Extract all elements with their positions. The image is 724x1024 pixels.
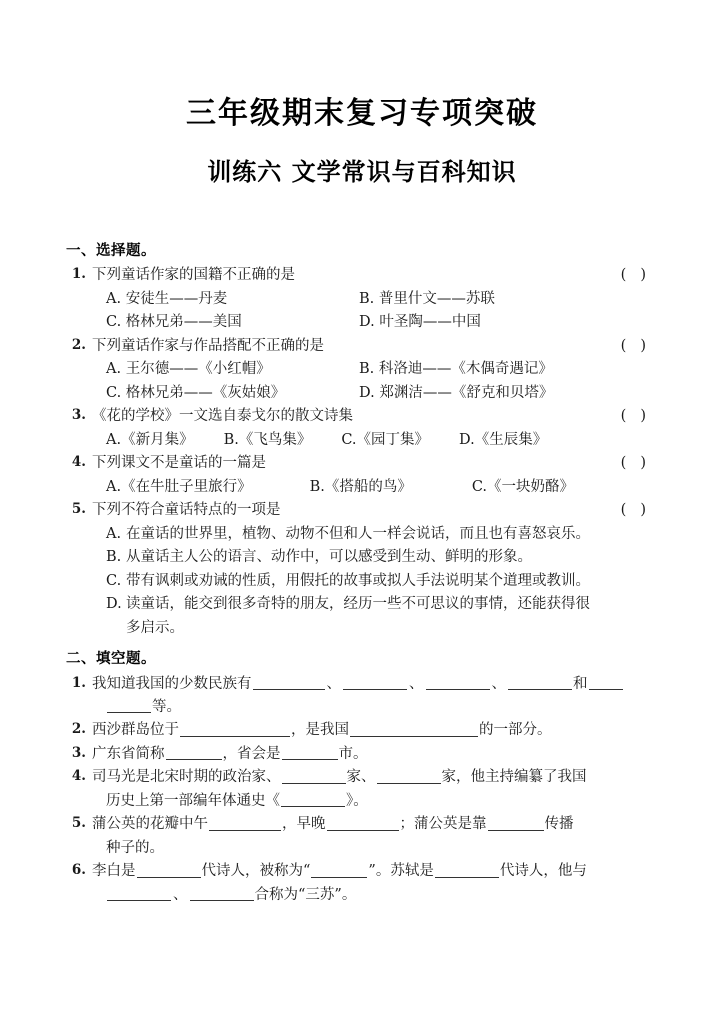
option-a[interactable]: A.《新月集》 [106, 431, 194, 448]
fill-question-6 [66, 860, 660, 907]
fill-line: 历史上第一部编年体通史《 》。 [106, 792, 368, 809]
fill-question-2 [66, 719, 660, 742]
section-heading-fill: 二、填空题。 [66, 650, 156, 668]
fill-line: 等。 [92, 696, 660, 719]
worksheet-content [0, 239, 724, 908]
question-number: 1. [71, 266, 86, 283]
answer-blank[interactable] [435, 862, 499, 878]
option-b[interactable]: B. 从童话主人公的语言、动作中，可以感受到生动、鲜明的形象。 [106, 549, 532, 566]
question-stem: 下列童话作家的国籍不正确的是 () [92, 264, 660, 287]
fill-question-1 [66, 673, 660, 720]
fill-question-5 [66, 813, 660, 860]
question-4 [66, 452, 660, 499]
option-c[interactable]: C. 格林兄弟——《灰姑娘》 [106, 384, 286, 401]
fill-line: 、 合称为“三苏”。 [92, 884, 660, 907]
question-stem: 《花的学校》一文选自泰戈尔的散文诗集 () [92, 405, 660, 428]
answer-parentheses[interactable]: () [620, 337, 660, 354]
option-row [92, 311, 660, 334]
answer-blank[interactable] [107, 886, 171, 902]
answer-parentheses[interactable]: () [620, 408, 660, 425]
answer-blank[interactable] [180, 721, 290, 737]
answer-blank[interactable] [589, 674, 623, 690]
option-b[interactable]: B. 科洛迪——《木偶奇遇记》 [359, 361, 553, 378]
section-heading-choice: 一、选择题。 [66, 241, 156, 259]
option-c[interactable]: C.《园丁集》 [341, 431, 430, 448]
option-a[interactable]: A. 在童话的世界里，植物、动物不但和人一样会说话，而且也有喜怒哀乐。 [106, 525, 590, 542]
answer-blank[interactable] [282, 768, 346, 784]
option-row [92, 382, 660, 405]
option-d-continuation: 多启示。 [126, 619, 184, 636]
answer-blank[interactable] [107, 698, 151, 714]
answer-blank[interactable] [282, 745, 338, 761]
option-b[interactable]: B.《搭船的鸟》 [309, 478, 412, 495]
question-number: 4. [71, 768, 86, 785]
answer-blank[interactable] [311, 862, 367, 878]
page-title: 三年级期末复习专项突破 [186, 96, 538, 131]
question-number: 1. [71, 674, 86, 691]
question-number: 5. [71, 815, 86, 832]
question-number: 3. [71, 407, 86, 424]
option-d[interactable]: D.《生辰集》 [459, 431, 548, 448]
answer-blank[interactable] [350, 721, 478, 737]
question-number: 6. [71, 862, 86, 879]
question-3 [66, 405, 660, 452]
option-a[interactable]: A. 王尔德——《小红帽》 [106, 361, 271, 378]
option-b[interactable]: B.《飞鸟集》 [223, 431, 312, 448]
title-block [0, 0, 724, 187]
question-number: 3. [71, 744, 86, 761]
answer-blank[interactable] [508, 674, 572, 690]
option-d[interactable]: D. 叶圣陶——中国 [359, 314, 481, 331]
question-stem: 下列童话作家与作品搭配不正确的是 () [92, 335, 660, 358]
option-row [92, 288, 660, 311]
answer-blank[interactable] [488, 815, 544, 831]
answer-blank[interactable] [209, 815, 281, 831]
answer-parentheses[interactable]: () [620, 267, 660, 284]
option-c[interactable]: C. 带有讽刺或劝诫的性质，用假托的故事或拟人手法说明某个道理或教训。 [106, 572, 590, 589]
question-number: 5. [71, 501, 86, 518]
option-a[interactable]: A. 安徒生——丹麦 [106, 290, 228, 307]
answer-parentheses[interactable]: () [620, 455, 660, 472]
option-b[interactable]: B. 普里什文——苏联 [359, 290, 495, 307]
fill-line: 司马光是北宋时期的政治家、 家、 家，他主持编纂了我国 [92, 769, 587, 786]
fill-line: 我知道我国的少数民族有 、 、 、 和 [92, 673, 660, 696]
answer-blank[interactable] [343, 674, 407, 690]
answer-parentheses[interactable]: () [620, 502, 660, 519]
fill-line: 蒲公英的花瓣中午 ，早晚 ；蒲公英是靠 传播 [92, 816, 574, 833]
question-1 [66, 264, 660, 334]
option-row [92, 429, 660, 452]
option-c[interactable]: C. 格林兄弟——美国 [106, 314, 242, 331]
question-number: 2. [71, 721, 86, 738]
fill-question-4 [66, 766, 660, 813]
option-d[interactable]: D. 郑渊洁——《舒克和贝塔》 [359, 384, 554, 401]
option-row [92, 476, 660, 499]
option-a[interactable]: A.《在牛肚子里旅行》 [106, 478, 252, 495]
question-5 [66, 499, 660, 640]
answer-blank[interactable] [190, 886, 254, 902]
option-c[interactable]: C.《一块奶酪》 [471, 478, 575, 495]
fill-line: 种子的。 [106, 839, 164, 856]
fill-question-3 [66, 743, 660, 766]
question-stem: 下列不符合童话特点的一项是 () [92, 499, 660, 522]
answer-blank[interactable] [253, 674, 325, 690]
fill-line: 李白是 代诗人，被称为“ ”。苏轼是 代诗人，他与 [92, 863, 587, 880]
answer-blank[interactable] [137, 862, 201, 878]
answer-blank[interactable] [327, 815, 399, 831]
answer-blank[interactable] [281, 792, 345, 808]
fill-line: 西沙群岛位于 ，是我国 的一部分。 [92, 722, 552, 739]
page-subtitle: 训练六 文学常识与百科知识 [207, 157, 517, 186]
question-2 [66, 335, 660, 405]
question-number: 2. [71, 336, 86, 353]
question-number: 4. [71, 454, 86, 471]
option-row [92, 358, 660, 381]
fill-line: 广东省简称 ，省会是 市。 [92, 745, 368, 762]
answer-blank[interactable] [426, 674, 490, 690]
option-d[interactable]: D. 读童话，能交到很多奇特的朋友，经历一些不可思议的事情，还能获得很 [106, 596, 590, 613]
answer-blank[interactable] [377, 768, 441, 784]
question-stem: 下列课文不是童话的一篇是 () [92, 452, 660, 475]
answer-blank[interactable] [166, 745, 222, 761]
